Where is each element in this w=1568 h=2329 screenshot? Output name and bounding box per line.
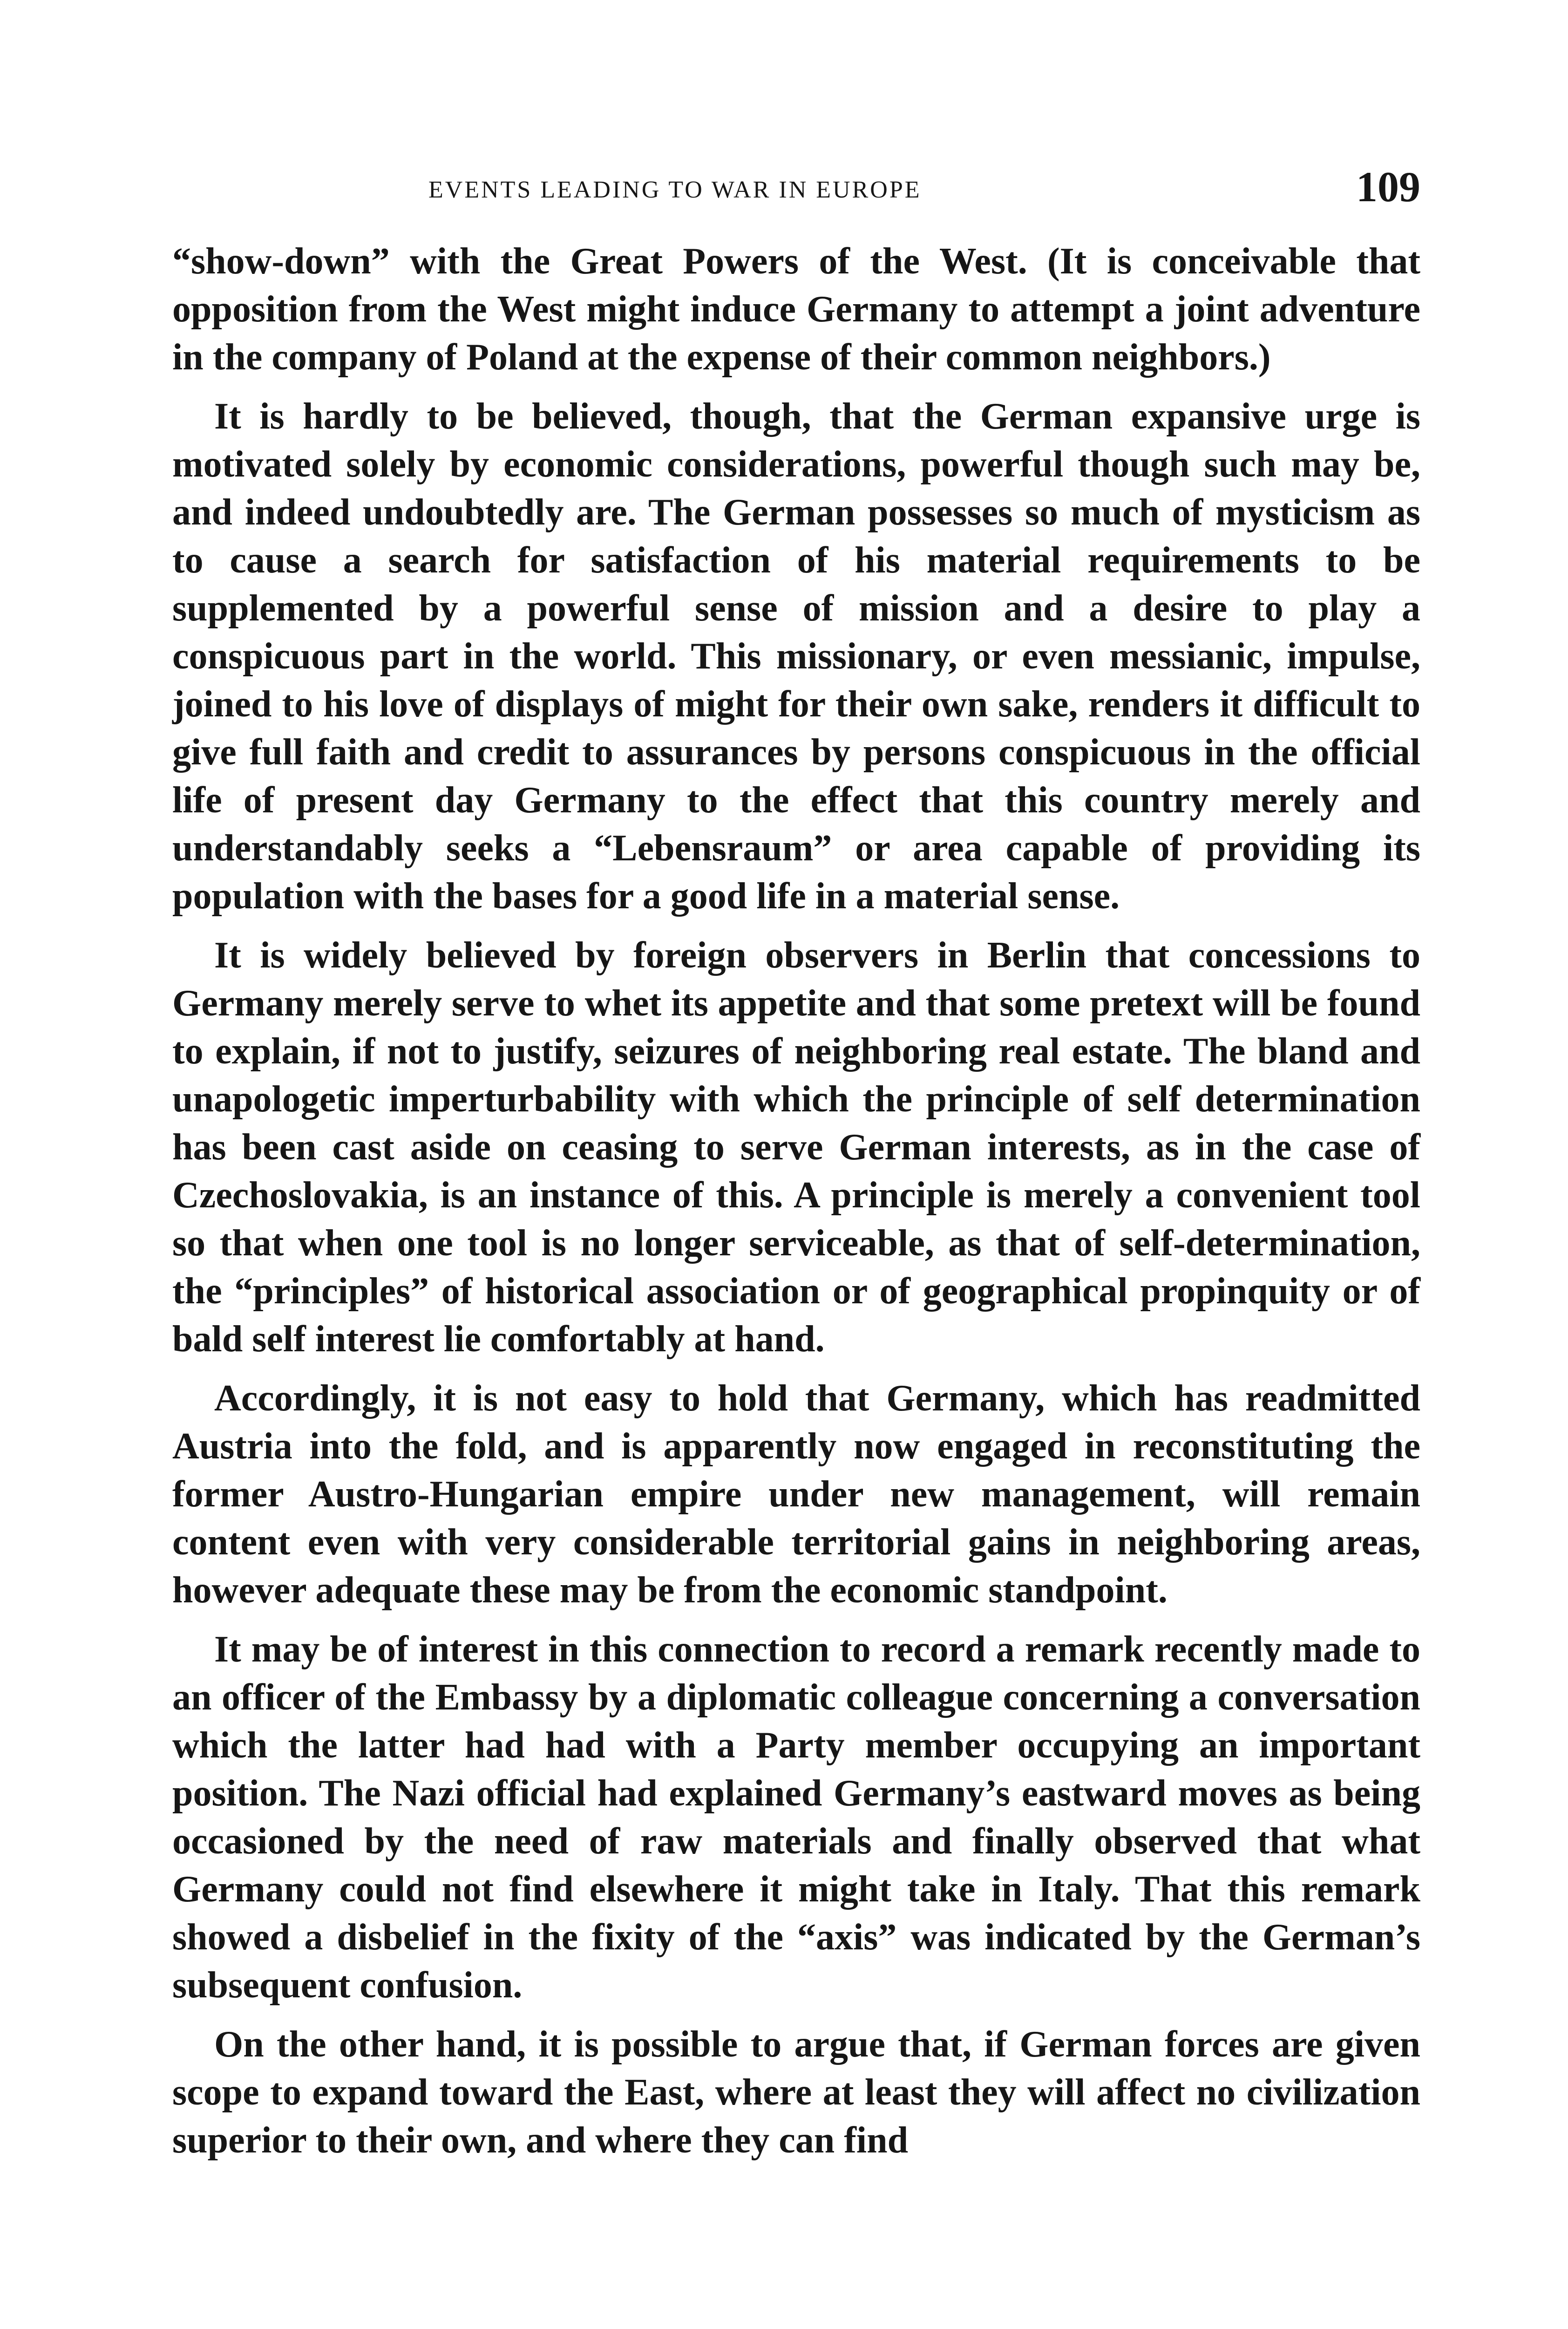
paragraph: It may be of interest in this connection to record a remark recently made to an officer of the Embassy by a diplomatic colleague concerning a conversation which the latter had had with a Party member occupying an important position. The Nazi official had explained Germany’s eastward moves as being occasioned by the need of raw materials and finally observed that what Germany could not find elsewhere it might take in Italy. That this remark showed a disbelief in the fixity of the “axis” was indicated by the German’s subsequent confusion.: [172, 1629, 1420, 2006]
paragraph: It is hardly to be believed, though, that the German expansive urge is motivated solely by economic considerations, powerful though such may be, and indeed undoubtedly are. The German possesses so much of mysticism as to cause a search for satisfaction of his material requirements to be supplemented by a powerful sense of mission and a desire to play a conspicuous part in the world. This missionary, or even messianic, impulse, joined to his love of displays of might for their own sake, renders it difficult to give full faith and credit to assurances by persons conspicuous in the official life of present day Germany to the effect that this country merely and understandably seeks a “Lebensraum” or area capable of providing its population with the bases for a good life in a material sense.: [172, 396, 1420, 917]
body-text: [172, 238, 1420, 2165]
document-page: [172, 154, 1420, 2176]
paragraph: On the other hand, it is possible to argue that, if German forces are given scope to expand toward the East, where at least they will affect no civilization superior to their own, and where they can find: [172, 2024, 1420, 2161]
page-number: 109: [1356, 163, 1420, 211]
paragraph: It is widely believed by foreign observers in Berlin that concessions to Germany merely serve to whet its appetite and that some pretext will be found to explain, if not to justify, seizures of neighboring real estate. The bland and unapologetic imperturbability with which the principle of self determination has been cast aside on ceasing to serve German interests, as in the case of Czechoslovakia, is an instance of this. A principle is merely a convenient tool so that when one tool is no longer serviceable, as that of self-determination, the “principles” of historical association or of geographical propinquity or of bald self interest lie comfortably at hand.: [172, 935, 1420, 1360]
running-header: [172, 154, 1420, 219]
paragraph-continued: “show-down” with the Great Powers of the West. (It is conceivable that opposition from the West might induce Germany to attempt a joint adventure in the company of Poland at the expense of their common neighbors.): [172, 241, 1420, 378]
running-title: EVENTS LEADING TO WAR IN EUROPE: [428, 177, 922, 203]
paragraph: Accordingly, it is not easy to hold that Germany, which has readmitted Austria into the fold, and is apparently now engaged in reconstituting the former Austro-Hungarian empire under new management, will remain content even with very considerable territorial gains in neighboring areas, however adequate these may be from the economic standpoint.: [172, 1378, 1420, 1611]
